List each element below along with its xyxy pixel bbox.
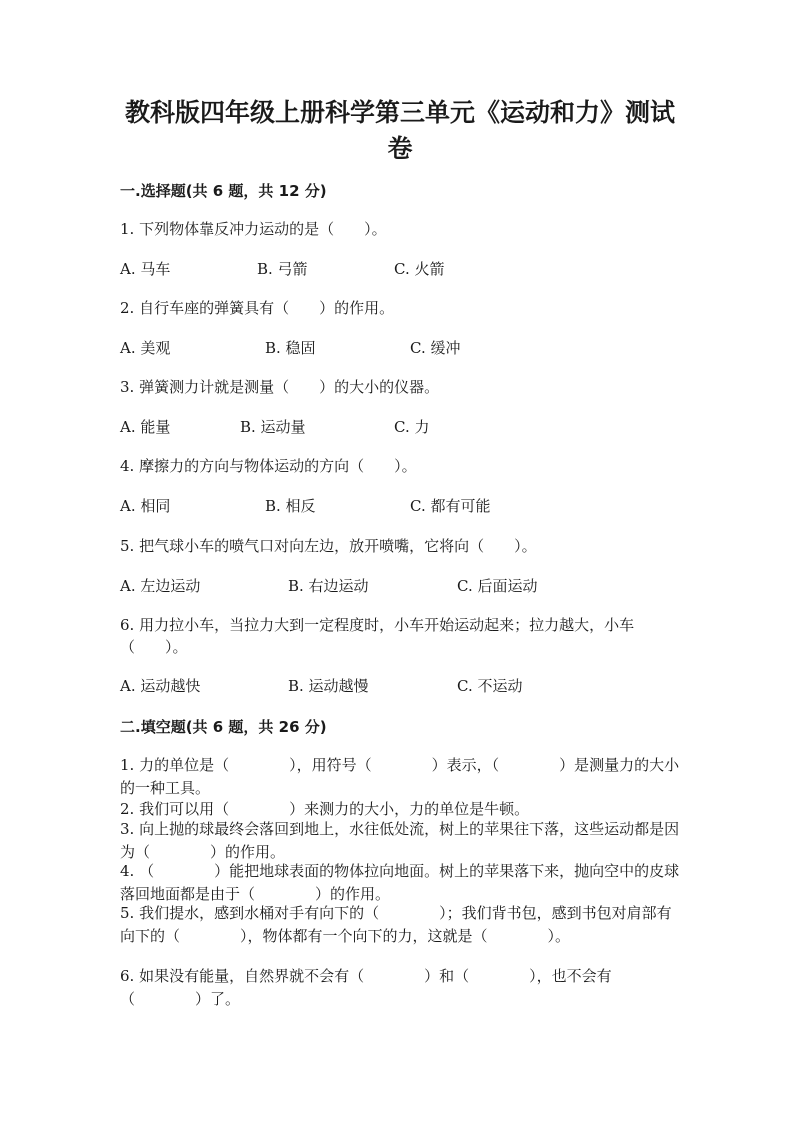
q3-option-c: C. 力 [394, 418, 430, 436]
section1-heading: 一.选择题(共 6 题，共 12 分) [120, 182, 327, 200]
question-6: 6. 用力拉小车，当拉力大到一定程度时，小车开始运动起来；拉力越大，小车（ ）。 [120, 616, 635, 656]
exam-title [110, 95, 690, 167]
q6-option-b: B. 运动越慢 [288, 677, 369, 695]
q2-option-c: C. 缓冲 [410, 339, 461, 357]
q3-option-a: A. 能量 [120, 418, 171, 436]
q1-option-b: B. 弓箭 [257, 260, 308, 278]
question-5: 5. 把气球小车的喷气口对向左边，放开喷嘴，它将向（ ）。 [120, 537, 537, 555]
question-4: 4. 摩擦力的方向与物体运动的方向（ ）。 [120, 457, 417, 475]
section2-heading: 二.填空题(共 6 题，共 26 分) [120, 718, 327, 736]
q2-option-b: B. 稳固 [265, 339, 316, 357]
exam-title-line1: 教科版四年级上册科学第三单元《运动和力》测试 [124, 98, 675, 127]
q4-option-b: B. 相反 [265, 497, 316, 515]
q4-option-c: C. 都有可能 [410, 497, 491, 515]
fill-item-6: 6. 如果没有能量，自然界就不会有（ ）和（ ），也不会有（ ）了。 [120, 967, 612, 1008]
question-3: 3. 弹簧测力计就是测量（ ）的大小的仪器。 [120, 378, 440, 396]
q5-option-c: C. 后面运动 [457, 577, 538, 595]
q5-option-a: A. 左边运动 [120, 577, 201, 595]
q4-option-a: A. 相同 [120, 497, 171, 515]
exam-title-line2: 卷 [387, 134, 413, 163]
fill-item-2: 2. 我们可以用（ ）来测力的大小，力的单位是牛顿。 [120, 800, 530, 818]
q3-option-b: B. 运动量 [240, 418, 306, 436]
q6-option-c: C. 不运动 [457, 677, 523, 695]
fill-item-3: 3. 向上抛的球最终会落回到地上，水往低处流，树上的苹果往下落，这些运动都是因为（ ）的作用。 [120, 820, 680, 861]
q5-option-b: B. 右边运动 [288, 577, 369, 595]
q1-option-a: A. 马车 [120, 260, 171, 278]
q1-option-c: C. 火箭 [394, 260, 445, 278]
question-2: 2. 自行车座的弹簧具有（ ）的作用。 [120, 299, 395, 317]
q2-option-a: A. 美观 [120, 339, 171, 357]
fill-item-1: 1. 力的单位是（ ），用符号（ ）表示，（ ）是测量力的大小的一种工具。 [120, 756, 680, 797]
fill-item-5: 5. 我们提水，感到水桶对手有向下的（ ）；我们背书包，感到书包对肩部有向下的（ ），物体都有一个向下的力，这就是（ ）。 [120, 904, 672, 945]
question-1: 1. 下列物体靠反冲力运动的是（ ）。 [120, 220, 387, 238]
fill-item-4: 4. （ ）能把地球表面的物体拉向地面。树上的苹果落下来，抛向空中的皮球落回地面都是由于（ ）的作用。 [120, 862, 680, 903]
q6-option-a: A. 运动越快 [120, 677, 201, 695]
